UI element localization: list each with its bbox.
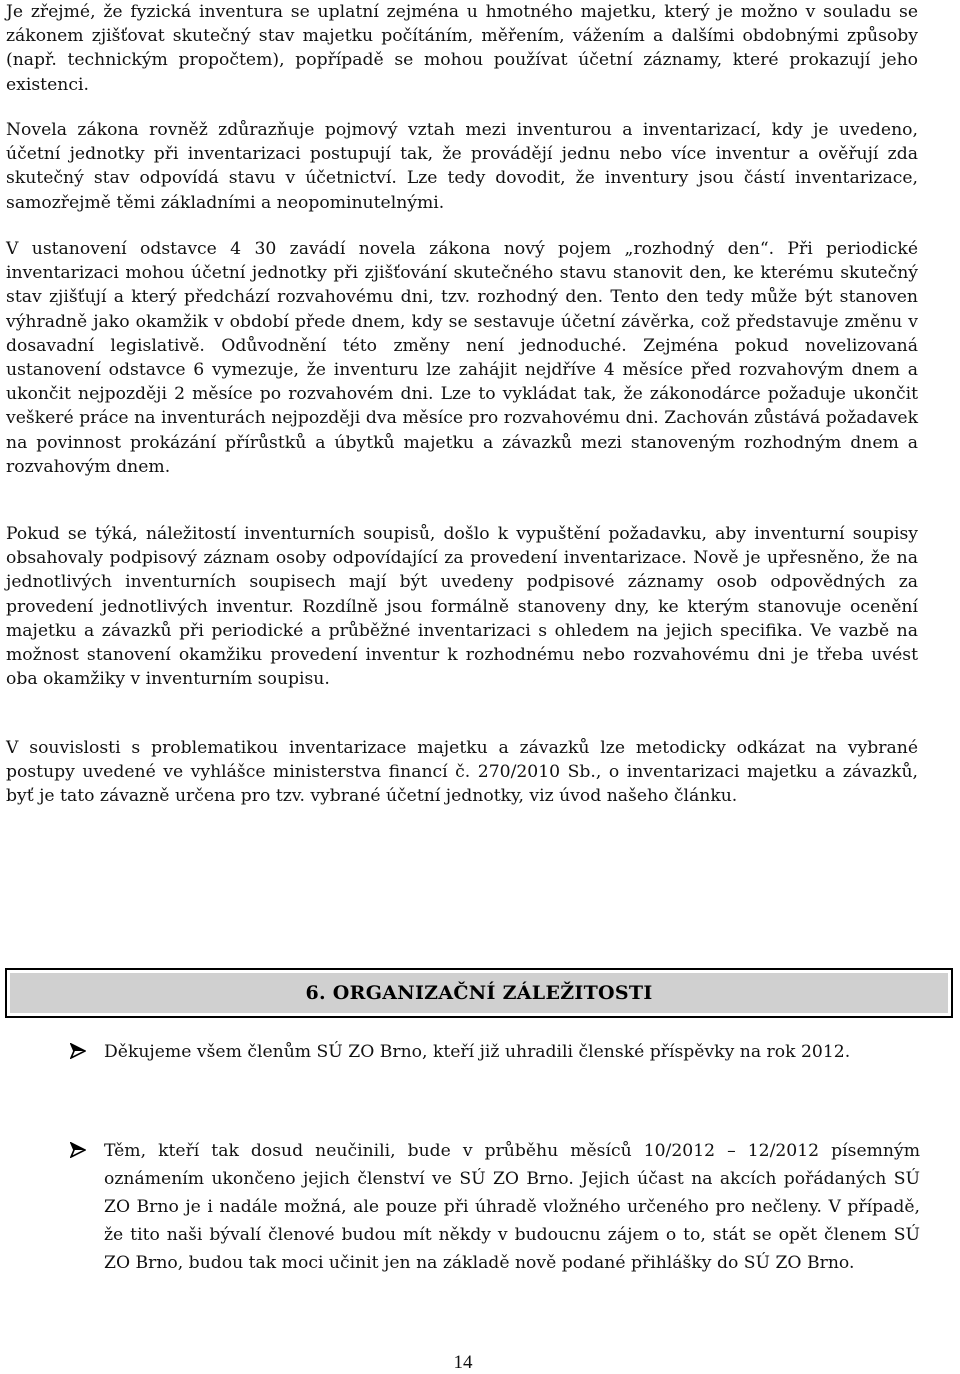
paragraph-intro: Je zřejmé, že fyzická inventura se uplatní zejména u hmotného majetku, který je možno v souladu se zákonem zjišťovat skutečný stav majetku počítáním, měřením, vážením a dalšími obdobnými způsoby (např. technickým propočtem), popřípadě se mohou používat účetní záznamy, které prokazují jeho existenci. [6, 2, 918, 95]
section-title: 6. ORGANIZAČNÍ ZÁLEŽITOSTI [305, 982, 653, 1004]
list-item-text: Těm, kteří tak dosud neučinili, bude v průběhu měsíců 10/2012 – 12/2012 písemným oznámením ukončeno jejich členství ve SÚ ZO Brno. Jejich účast na akcích pořádaných SÚ ZO Brno je i nadále možná, ale pouze při úhradě vložného určeného pro nečleny. V případě, že tito naši bývalí členové budou mít někdy v budoucnu zájem o to, stát se opět členem SÚ ZO Brno, budou tak moci učinit jen na základě nově podané přihlášky do SÚ ZO Brno. [104, 1141, 920, 1273]
arrowhead-bullet-icon [70, 1137, 104, 1162]
paragraph-vyhlaska: V souvislosti s problematikou inventarizace majetku a závazků lze metodicky odkázat na vybrané postupy uvedené ve vyhlášce ministerstva financí č. 270/2010 Sb., o inventarizaci majetku a závazků, byť je tato závazně určena pro tzv. vybrané účetní jednotky, viz úvod našeho článku. [6, 738, 918, 807]
page-number: 14 [453, 1352, 473, 1373]
paragraph-novela: Novela zákona rovněž zdůrazňuje pojmový vztah mezi inventurou a inventarizací, kdy je uvedeno, účetní jednotky při inventarizaci postupují tak, že provádějí jednu nebo více inventur a ověřují zda skutečný stav odpovídá stavu v účetnictví. Lze tedy dovodit, že inventury jsou částí inventarizace, samozřejmě těmi základními a neopominutelnými. [6, 120, 918, 213]
paragraph-rozhodny-den: V ustanovení odstavce 4 30 zavádí novela zákona nový pojem „rozhodný den“. Při periodické inventarizaci mohou účetní jednotky při zjišťování skutečného stavu stanovit den, ke kterému skutečný stav zjišťují a který předchází rozvahovému dni, tzv. rozhodný den. Tento den tedy může být stanoven výhradně jako okamžik v období přede dnem, kdy se sestavuje účetní závěrka, což představuje změnu v dosavadní legislativě. Odůvodnění této změny není jednoduché. Zejména pokud novelizovaná ustanovení odstavce 6 vymezuje, že inventuru lze zahájit nejdříve 4 měsíce před rozvahovým dnem a ukončit nejpozději 2 měsíce po rozvahovém dni. Lze to vykládat tak, že zákonodárce požaduje ukončit veškeré práce na inventurách nejpozději dva měsíce pro rozvahovému dni. Zachován zůstává požadavek na povinnost prokázání přírůstků a úbytků majetku a závazků mezi stanoveným rozhodným dnem a rozvahovým dnem. [6, 239, 918, 477]
list-item [70, 1038, 920, 1066]
list-item [70, 1137, 920, 1277]
list-item-text: Děkujeme všem členům SÚ ZO Brno, kteří již uhradili členské příspěvky na rok 2012. [104, 1042, 851, 1062]
section-heading-bar [5, 968, 953, 1018]
paragraph-inventurni-soupisy: Pokud se týká, náležitostí inventurních soupisů, došlo k vypuštění požadavku, aby inventurní soupisy obsahovaly podpisový záznam osoby odpovídající za provedení inventarizace. Nově je upřesněno, že na jednotlivých inventurních soupisech mají být uvedeny podpisové záznamy osob odpovědných za provedení jednotlivých inventur. Rozdílně jsou formálně stanoveny dny, ke kterým stanovuje ocenění majetku a závazků při periodické a průběžné inventarizaci s ohledem na jejich specifika. Ve vazbě na možnost stanovení okamžiku provedení inventur k rozhodnému nebo rozvahovému dni je třeba uvést oba okamžiky v inventurním soupisu. [6, 524, 918, 690]
arrowhead-bullet-icon [70, 1038, 104, 1063]
